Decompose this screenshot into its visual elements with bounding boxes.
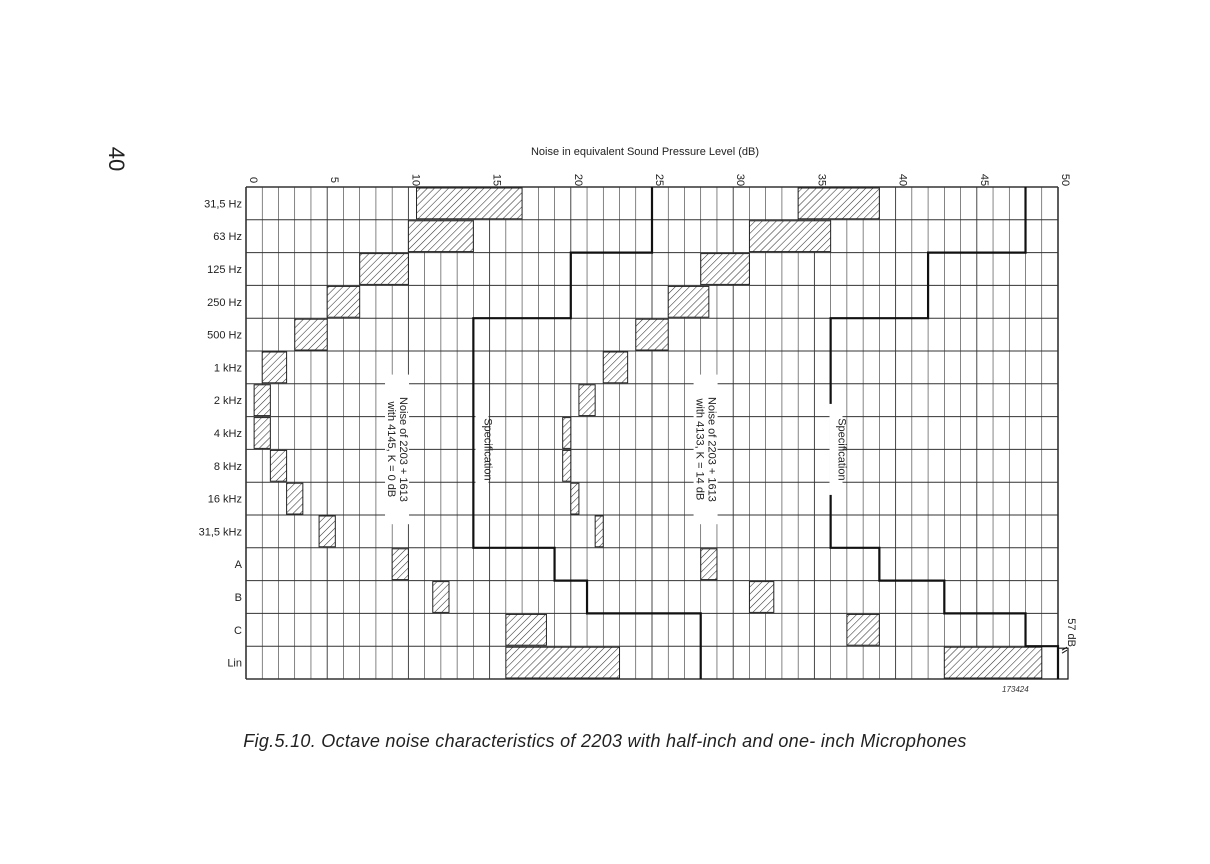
noise-range-bar — [417, 188, 523, 219]
noise-range-bar — [749, 221, 830, 252]
noise-range-bar — [571, 483, 579, 514]
rotated-annotation — [694, 375, 718, 525]
noise-range-bar — [262, 352, 286, 383]
annotation-text: Noise of 2203 + 1613 — [397, 396, 410, 502]
page-number: 40 — [104, 146, 130, 172]
noise-range-bar — [749, 582, 773, 613]
row-label: 2 kHz — [213, 395, 242, 408]
annotation-text: Specification — [835, 418, 848, 481]
noise-range-bar — [295, 319, 327, 350]
noise-range-bar — [668, 286, 709, 317]
x-tick-label: 15 — [490, 173, 503, 187]
annotation-text: Specification — [481, 418, 494, 481]
rotated-annotation — [385, 375, 409, 525]
x-tick-label: 20 — [571, 173, 584, 187]
noise-range-bar — [506, 614, 547, 645]
row-label: 31,5 Hz — [204, 198, 242, 211]
x-tick-label: 50 — [1059, 173, 1071, 187]
row-label: Lin — [227, 657, 242, 670]
row-label: 31,5 kHz — [198, 526, 242, 539]
noise-range-bar — [944, 647, 1041, 678]
x-tick-label: 5 — [328, 176, 341, 184]
noise-range-bar — [360, 254, 409, 285]
x-tick-label: 45 — [977, 173, 990, 187]
row-labels — [199, 198, 243, 669]
noise-range-bar — [701, 254, 750, 285]
row-label: B — [234, 592, 242, 604]
figure-caption: Fig.5.10. Octave noise characteristics of 2203 with half-inch and one- inch Microphones — [243, 731, 967, 751]
noise-range-bar — [603, 352, 627, 383]
noise-range-bar — [270, 450, 286, 481]
x-tick-labels — [247, 174, 1071, 186]
x-tick-label: 25 — [653, 173, 665, 187]
x-tick-label: 40 — [896, 173, 909, 187]
annotations — [385, 375, 1077, 679]
row-label: 8 kHz — [213, 460, 242, 473]
annotation-text: with 4133, K = 14 dB — [693, 398, 706, 501]
noise-range-bar — [636, 319, 668, 350]
x-tick-label: 10 — [409, 173, 422, 187]
overflow-label: 57 dB — [1065, 618, 1077, 647]
x-tick-label: 35 — [815, 173, 828, 187]
noise-range-bar — [701, 549, 717, 580]
annotation-text: Noise of 2203 + 1613 — [705, 396, 718, 502]
row-label: 500 Hz — [207, 329, 242, 342]
noise-range-bar — [319, 516, 335, 547]
noise-range-bar — [563, 450, 571, 481]
x-tick-label: 30 — [734, 173, 747, 187]
row-label: 250 Hz — [207, 296, 242, 309]
noise-range-bar — [287, 483, 303, 514]
rotated-annotation — [830, 404, 848, 495]
chart-title: Noise in equivalent Sound Pressure Level (dB) — [530, 146, 760, 158]
row-label: C — [234, 624, 242, 637]
noise-range-bar — [798, 188, 879, 219]
annotation-text: with 4145, K = 0 dB — [385, 401, 398, 498]
row-label: 125 Hz — [207, 264, 242, 276]
noise-range-bar — [392, 549, 408, 580]
noise-range-bar — [847, 614, 879, 645]
noise-range-bar — [254, 418, 270, 449]
rotated-annotation — [475, 404, 493, 495]
row-label: 63 Hz — [213, 231, 242, 244]
noise-range-bar — [254, 385, 270, 416]
noise-range-bar — [563, 418, 571, 449]
row-label: 16 kHz — [207, 493, 242, 506]
figure-id: 173424 — [1002, 685, 1029, 694]
noise-ranges — [254, 188, 1042, 678]
noise-range-bar — [327, 286, 359, 317]
noise-range-bar — [506, 647, 620, 678]
noise-range-bar — [433, 582, 449, 613]
noise-range-bar — [579, 385, 595, 416]
row-label: A — [234, 559, 242, 572]
noise-range-bar — [595, 516, 603, 547]
noise-range-bar — [408, 221, 473, 252]
row-label: 1 kHz — [213, 362, 242, 375]
x-tick-label: 0 — [247, 176, 259, 184]
row-label: 4 kHz — [213, 428, 242, 440]
